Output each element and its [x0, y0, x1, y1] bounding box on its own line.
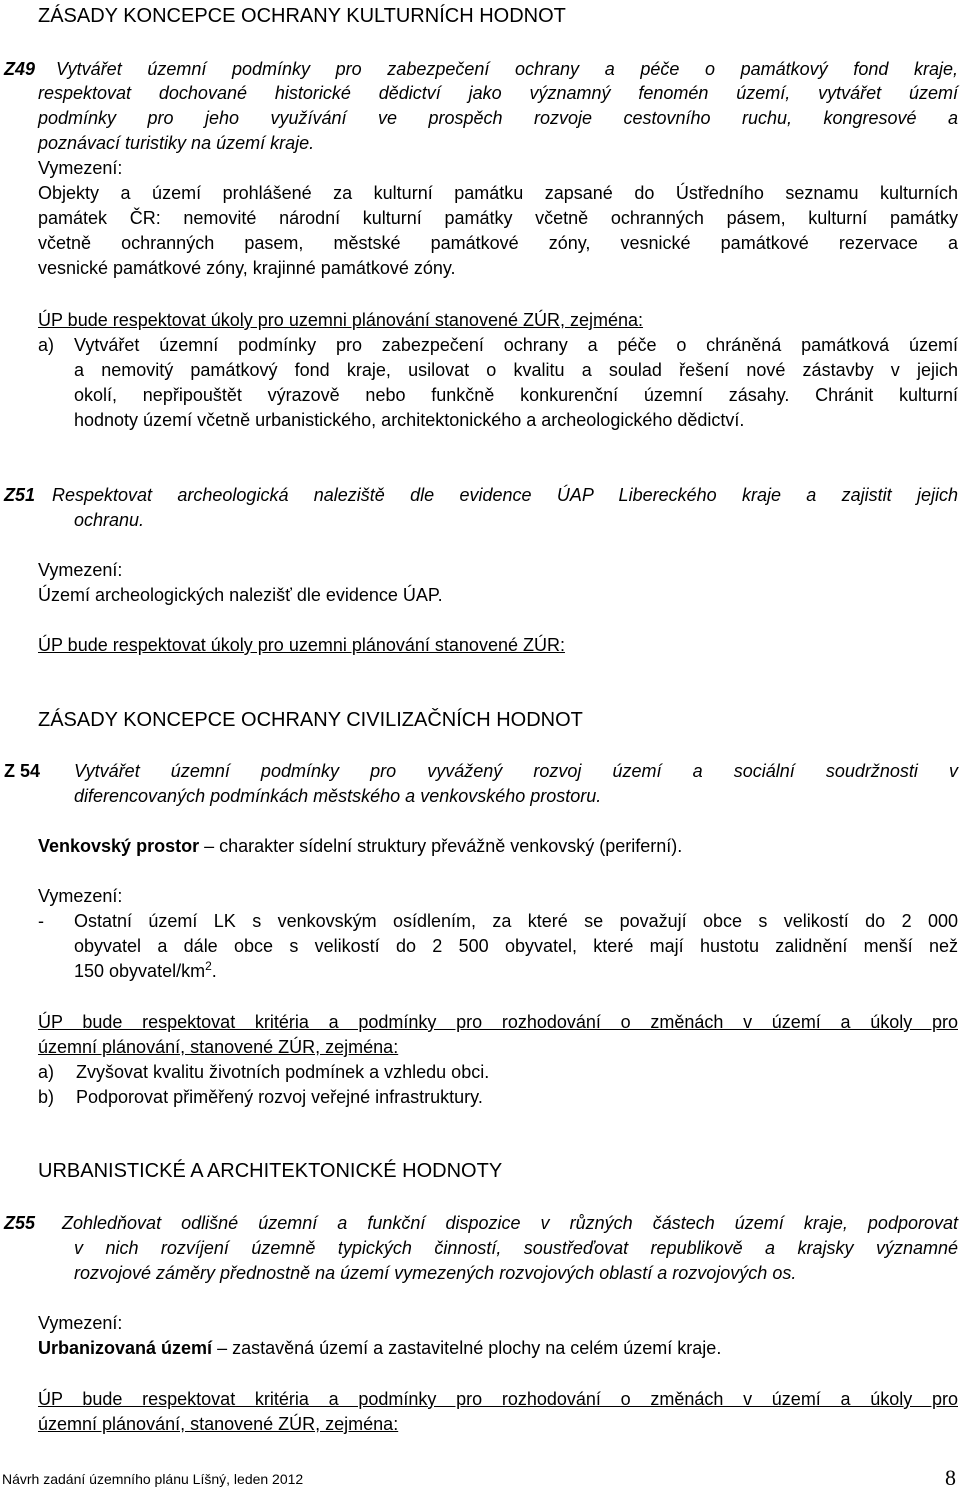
- z54-list-b-marker: b): [38, 1087, 55, 1107]
- z49-code: Z49: [4, 59, 36, 79]
- z54-dash-line-2: obyvatel a dále obce s velikostí do 2 500 obyvatel, které mají hustotu zalidnění menší než: [74, 936, 958, 956]
- z54-up-heading-line-1: ÚP bude respektovat kritéria a podmínky pro rozhodování o změnách v území a úkoly pro: [38, 1012, 958, 1032]
- z55-up-heading-line-2: územní plánování, stanovené ZÚR, zejména:: [38, 1414, 399, 1434]
- z54-venkovsky-term: Venkovský prostor: [38, 836, 200, 856]
- z49-item-a-line-1: Vytvářet územní podmínky pro zabezpečení ochrany a péče o chráněná památková území: [74, 335, 958, 355]
- z51-up-heading: ÚP bude respektovat úkoly pro uzemni plánování stanovené ZÚR:: [38, 635, 565, 655]
- z54-venkovsky-text: – charakter sídelní struktury převážně venkovský (periferní).: [204, 836, 683, 856]
- z55-up-heading-line-1: ÚP bude respektovat kritéria a podmínky pro rozhodování o změnách v území a úkoly pro: [38, 1389, 958, 1409]
- z54-up-heading-line-2: územní plánování, stanovené ZÚR, zejména:: [38, 1037, 399, 1057]
- z49-line-2: respektovat dochované historické dědictví jako významný fenomén území, vytvářet území: [38, 83, 958, 103]
- z55-code: Z55: [4, 1213, 36, 1233]
- z49-vymezeni-line-1: Objekty a území prohlášené za kulturní památku zapsané do Ústředního seznamu kulturních: [38, 183, 958, 203]
- z54-list-b-text: Podporovat přiměřený rozvoj veřejné infrastruktury.: [76, 1087, 483, 1107]
- z49-vymezeni-line-2: památek ČR: nemovité národní kulturní památky včetně ochranných pásem, kulturní památky: [38, 208, 958, 228]
- z54-dash-end: .: [211, 961, 217, 981]
- z51-line-2: ochranu.: [74, 510, 145, 530]
- z49-line-1: Vytvářet územní podmínky pro zabezpečení ochrany a péče o památkový fond kraje,: [56, 59, 958, 79]
- z51-code: Z51: [4, 485, 36, 505]
- z49-item-a-line-3: okolí, nepřipouštět výrazově nebo funkčně konkurenční územní zásahy. Chránit kulturní: [74, 385, 958, 405]
- z51-line-1: Respektovat archeologická naleziště dle evidence ÚAP Libereckého kraje a zajistit jejich: [52, 485, 958, 505]
- z55-line-1: Zohledňovat odlišné územní a funkční dispozice v různých částech území kraje, podporovat: [62, 1213, 958, 1233]
- footer-document-title: Návrh zadání územního plánu Líšný, leden 2012: [2, 1471, 304, 1487]
- z54-line-2: diferencovaných podmínkách městského a venkovského prostoru.: [74, 786, 602, 806]
- z55-vymezeni-label: Vymezení:: [38, 1313, 123, 1333]
- z51-vymezeni-label: Vymezení:: [38, 560, 123, 580]
- z54-code: Z 54: [4, 761, 41, 781]
- z49-item-a-line-4: hodnoty území včetně urbanistického, architektonického a archeologického dědictví.: [74, 410, 745, 430]
- z49-line-4: poznávací turistiky na území kraje.: [38, 133, 315, 153]
- z54-dash-sup: 2: [205, 959, 212, 973]
- z49-line-3: podmínky pro jeho využívání ve prospěch rozvoje cestovního ruchu, kongresové a: [38, 108, 958, 128]
- z55-urbanizovana-term: Urbanizovaná území: [38, 1338, 213, 1358]
- z54-line-1: Vytvářet územní podmínky pro vyvážený rozvoj území a sociální soudržnosti v: [74, 761, 958, 781]
- z55-urbanizovana: [38, 1337, 721, 1359]
- z49-up-heading: ÚP bude respektovat úkoly pro uzemni plánování stanovené ZÚR, zejména:: [38, 310, 644, 330]
- z49-item-a-line-2: a nemovitý památkový fond kraje, usilovat o kvalitu a soulad řešení nové zástavby v jejich: [74, 360, 958, 380]
- z54-list-a-marker: a): [38, 1062, 55, 1082]
- z54-dash-line-1: Ostatní území LK s venkovským osídlením, za které se považují obce s velikostí do 2 000: [74, 911, 958, 931]
- z51-vymezeni-text: Území archeologických nalezišť dle evidence ÚAP.: [38, 585, 443, 605]
- z54-venkovsky: [38, 835, 682, 857]
- z49-vymezeni-line-3: včetně ochranných pasem, městské památkové zóny, vesnické památkové rezervace a: [38, 233, 958, 253]
- z55-line-3: rozvojové záměry přednostně na území vymezených rozvojových oblastí a rozvojových os.: [74, 1263, 797, 1283]
- page-number: 8: [945, 1465, 956, 1490]
- z54-vymezeni-label: Vymezení:: [38, 886, 123, 906]
- z49-vymezeni-line-4: vesnické památkové zóny, krajinné památkové zóny.: [38, 258, 456, 278]
- z49-item-a-marker: a): [38, 335, 55, 355]
- z55-line-2: v nich rozvíjení územně typických činností, soustřeďovat republikově a krajsky významné: [74, 1238, 958, 1258]
- z54-list-a-text: Zvyšovat kvalitu životních podmínek a vzhledu obci.: [76, 1062, 490, 1082]
- section-title-urbanisticke: URBANISTICKÉ A ARCHITEKTONICKÉ HODNOTY: [38, 1160, 503, 1182]
- z54-dash: -: [38, 911, 44, 931]
- section-title-civilizacni: ZÁSADY KONCEPCE OCHRANY CIVILIZAČNÍCH HODNOT: [38, 709, 583, 731]
- z55-urbanizovana-text: – zastavěná území a zastavitelné plochy na celém území kraje.: [217, 1338, 722, 1358]
- z49-vymezeni-label: Vymezení:: [38, 158, 123, 178]
- z54-dash-line-3-text: 150 obyvatel/km: [74, 961, 206, 981]
- z54-dash-line-3: [74, 960, 217, 982]
- section-title-kulturni: ZÁSADY KONCEPCE OCHRANY KULTURNÍCH HODNOT: [38, 5, 566, 27]
